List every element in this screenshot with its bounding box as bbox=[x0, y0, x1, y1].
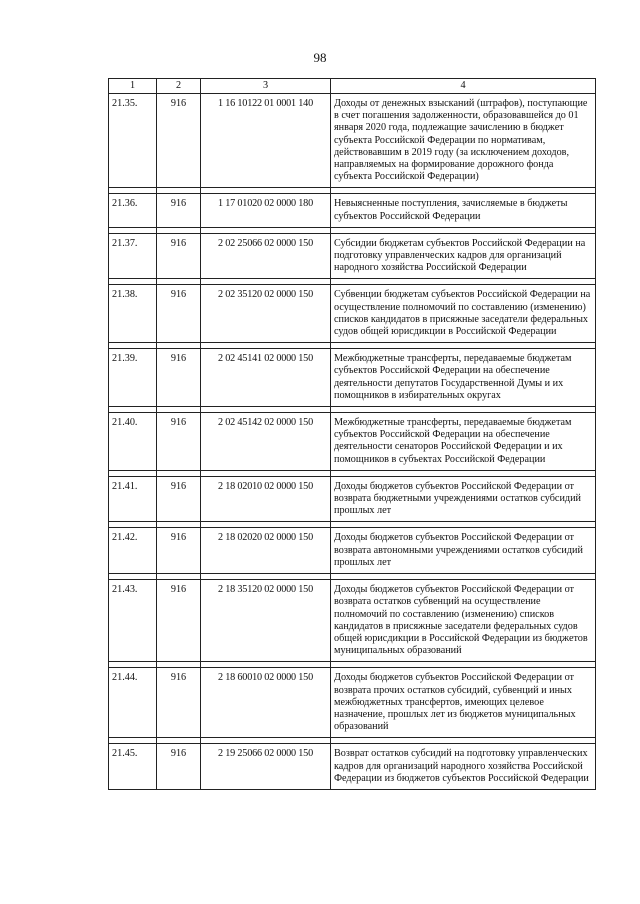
row-number-cell: 21.36. bbox=[109, 194, 157, 227]
revenue-description-cell: Субсидии бюджетам субъектов Российской Федерации на подготовку управленческих кадров для организаций народного хозяйства Российской Федерации bbox=[331, 233, 596, 279]
table-row bbox=[109, 349, 596, 407]
administrator-code-cell: 916 bbox=[157, 413, 201, 471]
row-number-cell: 21.42. bbox=[109, 528, 157, 574]
administrator-code-cell: 916 bbox=[157, 94, 201, 188]
budget-revenue-table bbox=[108, 78, 596, 790]
revenue-description-cell: Межбюджетные трансферты, передаваемые бюджетам субъектов Российской Федерации на обеспечение деятельности сенаторов Российской Федерации и их помощников в субъектах Российской Федерации bbox=[331, 413, 596, 471]
budget-classification-code-cell: 2 18 35120 02 0000 150 bbox=[201, 580, 331, 662]
budget-classification-code-cell: 2 18 60010 02 0000 150 bbox=[201, 668, 331, 738]
table-row bbox=[109, 194, 596, 227]
column-header: 3 bbox=[201, 79, 331, 94]
administrator-code-cell: 916 bbox=[157, 233, 201, 279]
row-number-cell: 21.40. bbox=[109, 413, 157, 471]
table-row bbox=[109, 744, 596, 790]
row-number-cell: 21.37. bbox=[109, 233, 157, 279]
table-row bbox=[109, 580, 596, 662]
table-row bbox=[109, 285, 596, 343]
administrator-code-cell: 916 bbox=[157, 744, 201, 790]
row-number-cell: 21.44. bbox=[109, 668, 157, 738]
revenue-description-cell: Доходы бюджетов субъектов Российской Федерации от возврата бюджетными учреждениями остатков субсидий прошлых лет bbox=[331, 476, 596, 522]
budget-classification-code-cell: 1 17 01020 02 0000 180 bbox=[201, 194, 331, 227]
table-row bbox=[109, 233, 596, 279]
table-row bbox=[109, 476, 596, 522]
row-number-cell: 21.41. bbox=[109, 476, 157, 522]
row-number-cell: 21.39. bbox=[109, 349, 157, 407]
administrator-code-cell: 916 bbox=[157, 285, 201, 343]
row-number-cell: 21.35. bbox=[109, 94, 157, 188]
revenue-description-cell: Межбюджетные трансферты, передаваемые бюджетам субъектов Российской Федерации на обеспечение деятельности депутатов Государственной Думы и их помощников в избирательных округах bbox=[331, 349, 596, 407]
column-header: 4 bbox=[331, 79, 596, 94]
table-row bbox=[109, 94, 596, 188]
administrator-code-cell: 916 bbox=[157, 349, 201, 407]
administrator-code-cell: 916 bbox=[157, 194, 201, 227]
administrator-code-cell: 916 bbox=[157, 580, 201, 662]
revenue-description-cell: Невыясненные поступления, зачисляемые в бюджеты субъектов Российской Федерации bbox=[331, 194, 596, 227]
revenue-description-cell: Доходы бюджетов субъектов Российской Федерации от возврата остатков субвенций на осуществление полномочий по составлению (изменению) списков кандидатов в присяжные заседатели федеральных судов общей юрисдикции в Российской Федерации из бюджетов муниципальных образований bbox=[331, 580, 596, 662]
revenue-description-cell: Доходы от денежных взысканий (штрафов), поступающие в счет погашения задолженности, образовавшейся до 01 января 2020 года, подлежащие зачислению в бюджет субъекта Российской Федерации по нормативам, действовавшим в 2019 году (за исключением доходов, направляемых на формирование дорожного фонда субъекта Российской Федерации) bbox=[331, 94, 596, 188]
budget-classification-code-cell: 2 19 25066 02 0000 150 bbox=[201, 744, 331, 790]
row-number-cell: 21.45. bbox=[109, 744, 157, 790]
table-row bbox=[109, 668, 596, 738]
row-number-cell: 21.38. bbox=[109, 285, 157, 343]
budget-classification-code-cell: 2 02 25066 02 0000 150 bbox=[201, 233, 331, 279]
administrator-code-cell: 916 bbox=[157, 476, 201, 522]
budget-classification-code-cell: 2 02 45141 02 0000 150 bbox=[201, 349, 331, 407]
revenue-description-cell: Доходы бюджетов субъектов Российской Федерации от возврата прочих остатков субсидий, субвенций и иных межбюджетных трансфертов, имеющих целевое назначение, прошлых лет из бюджетов муниципальных образований bbox=[331, 668, 596, 738]
administrator-code-cell: 916 bbox=[157, 668, 201, 738]
budget-classification-code-cell: 2 18 02010 02 0000 150 bbox=[201, 476, 331, 522]
budget-classification-code-cell: 1 16 10122 01 0001 140 bbox=[201, 94, 331, 188]
row-number-cell: 21.43. bbox=[109, 580, 157, 662]
revenue-description-cell: Доходы бюджетов субъектов Российской Федерации от возврата автономными учреждениями остатков субсидий прошлых лет bbox=[331, 528, 596, 574]
budget-classification-code-cell: 2 18 02020 02 0000 150 bbox=[201, 528, 331, 574]
table-header-row bbox=[109, 79, 596, 94]
budget-classification-code-cell: 2 02 35120 02 0000 150 bbox=[201, 285, 331, 343]
table-row bbox=[109, 528, 596, 574]
revenue-description-cell: Субвенции бюджетам субъектов Российской Федерации на осуществление полномочий по составлению (изменению) списков кандидатов в присяжные заседатели федеральных судов общей юрисдикции в Российской Федерации bbox=[331, 285, 596, 343]
page-number: 98 bbox=[313, 50, 327, 65]
budget-classification-code-cell: 2 02 45142 02 0000 150 bbox=[201, 413, 331, 471]
revenue-description-cell: Возврат остатков субсидий на подготовку управленческих кадров для организаций народного хозяйства Российской Федерации из бюджетов субъектов Российской Федерации bbox=[331, 744, 596, 790]
column-header: 2 bbox=[157, 79, 201, 94]
administrator-code-cell: 916 bbox=[157, 528, 201, 574]
column-header: 1 bbox=[109, 79, 157, 94]
table-row bbox=[109, 413, 596, 471]
